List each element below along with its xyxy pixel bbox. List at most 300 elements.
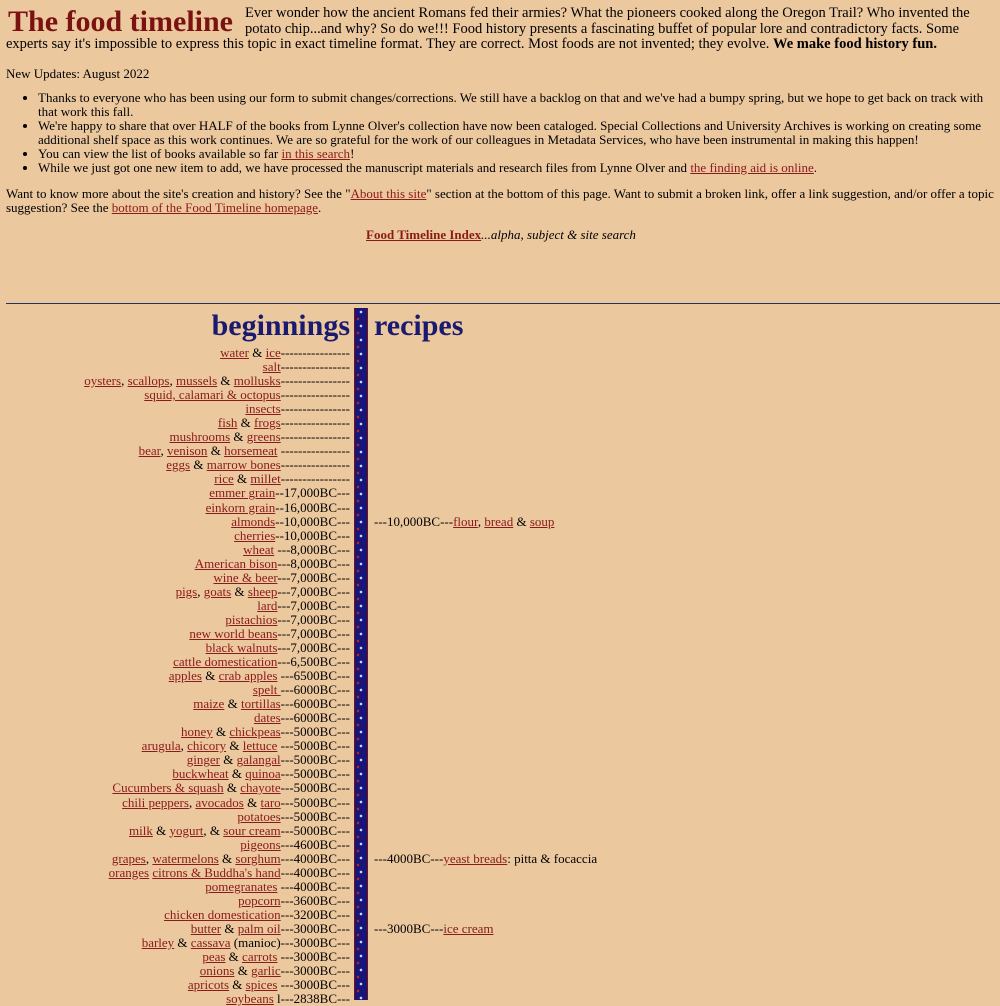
- recipe-spacer: [374, 880, 994, 894]
- food-text: ---3000BC---: [374, 920, 444, 936]
- food-text: ,: [477, 513, 485, 529]
- food-link-american-bison[interactable]: American bison: [194, 555, 278, 571]
- date-marker: ---5000BC---: [280, 780, 350, 796]
- food-link-yogurt[interactable]: yogurt: [169, 822, 204, 838]
- food-text: ,: [180, 738, 188, 754]
- food-text: &: [229, 977, 246, 993]
- food-link-quinoa[interactable]: quinoa: [245, 766, 281, 782]
- recipe-spacer: [374, 711, 994, 725]
- recipe-spacer: [374, 430, 994, 444]
- timeline-row: [0, 683, 350, 697]
- beginnings-list: [0, 346, 350, 1006]
- date-marker: ---7,000BC---: [277, 569, 350, 585]
- timeline-row: [0, 908, 350, 922]
- food-link-lard[interactable]: lard: [257, 597, 278, 613]
- food-link-chayote[interactable]: chayote: [240, 780, 281, 796]
- food-link-barley[interactable]: barley: [141, 934, 175, 950]
- date-marker: ---5000BC---: [280, 822, 350, 838]
- food-link-pistachios[interactable]: pistachios: [225, 611, 278, 627]
- food-text: &: [201, 668, 219, 684]
- recipe-spacer: [374, 360, 994, 374]
- timeline-row: [0, 739, 350, 753]
- timeline-row: [0, 753, 350, 767]
- update-text: While we just got one new item to add, we have processed the manuscript materials and research files from Lynne Olver and: [38, 159, 691, 175]
- food-link-taro[interactable]: taro: [260, 794, 281, 810]
- food-link-venison[interactable]: venison: [166, 443, 208, 459]
- food-text: ,: [197, 583, 204, 599]
- date-marker: ---5000BC---: [280, 808, 350, 824]
- recipe-spacer: [374, 402, 994, 416]
- date-marker: ---4000BC---: [280, 864, 350, 880]
- recipe-spacer: [374, 571, 994, 585]
- timeline-row: [0, 613, 350, 627]
- recipe-spacer: [374, 992, 994, 1006]
- food-link-mussels[interactable]: mussels: [175, 373, 218, 389]
- date-marker: ---7,000BC---: [277, 611, 350, 627]
- update-text-end: .: [813, 159, 818, 175]
- timeline-row: [0, 936, 350, 950]
- food-link-crab-apples[interactable]: crab apples: [218, 668, 278, 684]
- recipe-spacer: [374, 810, 994, 824]
- date-marker: ---7,000BC---: [277, 583, 350, 599]
- food-link-horsemeat[interactable]: horsemeat: [224, 443, 278, 459]
- food-link-flour[interactable]: flour: [453, 513, 478, 529]
- recipe-row: [374, 852, 994, 866]
- timeline-row: [0, 922, 350, 936]
- date-marker: ---6500BC---: [277, 668, 350, 684]
- update-item: [38, 119, 996, 147]
- food-link-fish[interactable]: fish: [217, 415, 238, 431]
- timeline-row: [0, 992, 350, 1006]
- recipes-column: [374, 308, 994, 1006]
- food-link-popcorn[interactable]: popcorn: [238, 892, 281, 908]
- intro-paragraph: [6, 6, 996, 53]
- recipe-spacer: [374, 894, 994, 908]
- timeline-row: [0, 430, 350, 444]
- index-suffix: ...alpha, subject & site search: [481, 226, 636, 242]
- food-link-almonds[interactable]: almonds: [231, 513, 276, 529]
- update-text-end: !: [350, 145, 355, 161]
- date-marker: ----------------: [280, 373, 350, 389]
- recipe-spacer: [374, 458, 994, 472]
- timeline-row: [0, 599, 350, 613]
- food-text: ,: [121, 373, 128, 389]
- timeline-row: [0, 444, 350, 458]
- food-link-bear[interactable]: bear: [138, 443, 161, 459]
- books-search-link[interactable]: in this search: [281, 145, 351, 161]
- food-text: ---4000BC---: [374, 850, 444, 866]
- recipe-spacer: [374, 374, 994, 388]
- timeline-row: [0, 543, 350, 557]
- food-link-citrons-buddha-s-hand[interactable]: citrons & Buddha's hand: [152, 864, 281, 880]
- food-link-mollusks[interactable]: mollusks: [233, 373, 281, 389]
- timeline-row: [0, 486, 350, 500]
- food-link-garlic[interactable]: garlic: [251, 963, 281, 979]
- date-marker: ---4600BC---: [280, 836, 350, 852]
- date-marker: ----------------: [280, 457, 350, 473]
- timeline-row: [0, 402, 350, 416]
- date-marker: ----------------: [277, 443, 350, 459]
- food-link-bread[interactable]: bread: [484, 513, 514, 529]
- finding-aid-link[interactable]: the finding aid is online: [690, 159, 814, 175]
- recipes-heading: recipes: [374, 309, 464, 342]
- date-marker: ---3000BC---: [280, 963, 350, 979]
- date-marker: ---5000BC---: [277, 738, 350, 754]
- index-line: [6, 228, 996, 242]
- food-text: &: [231, 583, 248, 599]
- food-link-chicken-domestication[interactable]: chicken domestication: [164, 906, 281, 922]
- date-marker: ---6,500BC---: [277, 654, 350, 670]
- food-link-mushrooms[interactable]: mushrooms: [169, 429, 231, 445]
- food-text: ,: [145, 850, 153, 866]
- food-link-emmer-grain[interactable]: emmer grain: [209, 485, 276, 501]
- food-text: &: [226, 738, 243, 754]
- food-text: : pitta & focaccia: [507, 850, 598, 866]
- food-link-dates[interactable]: dates: [253, 710, 281, 726]
- food-link-buckwheat[interactable]: buckwheat: [172, 766, 229, 782]
- beginnings-heading: beginnings: [211, 309, 350, 342]
- food-link-apricots[interactable]: apricots: [187, 977, 230, 993]
- intro-section: [6, 0, 996, 242]
- food-link-wine-beer[interactable]: wine & beer: [213, 569, 278, 585]
- recipe-spacer: [374, 627, 994, 641]
- timeline-row: [0, 767, 350, 781]
- food-link-carrots[interactable]: carrots: [242, 949, 278, 965]
- food-text: &: [228, 766, 246, 782]
- update-item: [38, 161, 996, 175]
- timeline-row: [0, 374, 350, 388]
- recipe-spacer: [374, 641, 994, 655]
- recipe-spacer: [374, 767, 994, 781]
- date-marker: --10,000BC---: [275, 513, 350, 529]
- food-link-frogs[interactable]: frogs: [254, 415, 281, 431]
- food-link-black-walnuts[interactable]: black walnuts: [205, 639, 278, 655]
- date-marker: ---5000BC---: [280, 724, 350, 740]
- recipe-spacer: [374, 978, 994, 992]
- recipe-spacer: [374, 866, 994, 880]
- food-link-einkorn-grain[interactable]: einkorn grain: [205, 499, 276, 515]
- food-text: &: [513, 513, 530, 529]
- date-marker: ---3000BC---: [277, 949, 350, 965]
- timeline-row: [0, 515, 350, 529]
- food-text: &: [237, 415, 255, 431]
- food-text: ,: [169, 373, 176, 389]
- food-text: &: [234, 963, 252, 979]
- date-marker: ---3200BC---: [280, 906, 350, 922]
- date-marker: ---6000BC---: [280, 696, 350, 712]
- timeline-row: [0, 781, 350, 795]
- food-text: &: [243, 794, 261, 810]
- section-divider: [6, 303, 1000, 304]
- date-marker: --17,000BC---: [275, 485, 350, 501]
- date-marker: ---8,000BC---: [277, 555, 350, 571]
- food-text: l: [273, 991, 281, 1006]
- food-text: &: [225, 949, 243, 965]
- food-link-arugula[interactable]: arugula: [141, 738, 181, 754]
- date-marker: ---4000BC---: [277, 878, 350, 894]
- food-link-millet[interactable]: millet: [250, 471, 281, 487]
- page-title: The food timeline: [8, 5, 233, 38]
- update-text: You can view the list of books available so far: [38, 145, 282, 161]
- more-info-text: Want to know more about the site's creation and history? See the ": [6, 185, 351, 201]
- recipe-spacer: [374, 725, 994, 739]
- food-link-ice[interactable]: ice: [265, 345, 281, 360]
- food-link-cattle-domestication[interactable]: cattle domestication: [173, 654, 278, 670]
- recipe-spacer: [374, 557, 994, 571]
- food-text: &: [174, 934, 191, 950]
- recipe-spacer: [374, 599, 994, 613]
- food-link-sheep[interactable]: sheep: [247, 583, 278, 599]
- food-text: &: [224, 696, 241, 712]
- timeline-row: [0, 627, 350, 641]
- timeline-center-band: [354, 308, 368, 1000]
- food-link-pomegranates[interactable]: pomegranates: [205, 878, 278, 894]
- food-text: &: [248, 345, 266, 360]
- food-link-palm-oil[interactable]: palm oil: [237, 920, 281, 936]
- recipe-spacer: [374, 655, 994, 669]
- recipe-spacer: [374, 388, 994, 402]
- recipe-spacer: [374, 529, 994, 543]
- recipe-spacer: [374, 824, 994, 838]
- food-link-chicory[interactable]: chicory: [187, 738, 227, 754]
- food-text: ,: [160, 443, 167, 459]
- food-link-salt[interactable]: salt: [262, 359, 281, 375]
- timeline-row: [0, 866, 350, 880]
- date-marker: ---2838BC---: [280, 991, 350, 1006]
- more-info-text: " section at the bottom of this page. Want to submit a broken link, offer a link suggestion, and/or offer a topic suggestion? See the: [6, 185, 994, 215]
- food-link-apples[interactable]: apples: [168, 668, 202, 684]
- timeline-row: [0, 388, 350, 402]
- recipe-spacer: [374, 346, 994, 360]
- food-link-new-world-beans[interactable]: new world beans: [189, 625, 278, 641]
- date-marker: ---3600BC---: [280, 892, 350, 908]
- food-link-chili-peppers[interactable]: chili peppers: [122, 794, 189, 810]
- timeline-row: [0, 346, 350, 360]
- date-marker: ---6000BC---: [280, 710, 350, 726]
- food-text: &: [207, 443, 225, 459]
- food-link-insects[interactable]: insects: [245, 401, 281, 417]
- food-link-wheat[interactable]: wheat: [243, 541, 275, 557]
- food-link-greens[interactable]: greens: [246, 429, 281, 445]
- food-text: &: [230, 429, 247, 445]
- date-marker: ----------------: [280, 359, 350, 375]
- timeline-row: [0, 880, 350, 894]
- intro-text: Ever wonder how the ancient Romans fed their armies? What the pioneers cooked along the Oregon Trail? Who invented the potato chip...and why? So do we!!! Food history presents a fascinating buffet of popular lore and contradictory facts. Some experts say it's impossible to express this topic in exact timeline format. They are correct. Most foods are not invented; they evolve.: [6, 5, 970, 52]
- food-text: &: [212, 724, 230, 740]
- food-link-oysters[interactable]: oysters: [84, 373, 122, 389]
- recipe-spacer: [374, 683, 994, 697]
- date-marker: ---8,000BC---: [274, 541, 350, 557]
- food-link-squid-calamari-octopus[interactable]: squid, calamari & octopus: [144, 387, 281, 403]
- timeline-row: [0, 950, 350, 964]
- recipe-spacer: [374, 585, 994, 599]
- food-link-pigs[interactable]: pigs: [175, 583, 198, 599]
- date-marker: ---3000BC---: [280, 920, 350, 936]
- date-marker: ---3000BC---: [280, 934, 350, 950]
- update-text: We're happy to share that over HALF of the books from Lynne Olver's collection have now been cataloged. Special Collections and University Archives is working on creating some additional shelf space as this work continues. We are so grateful for the work of our colleagues in Metadata Services, who have been instrumental in making this happen!: [38, 117, 982, 147]
- timeline-row: [0, 964, 350, 978]
- date-marker: ----------------: [280, 387, 350, 403]
- food-link-spelt[interactable]: spelt: [252, 682, 281, 698]
- timeline-row: [0, 585, 350, 599]
- food-link-galangal[interactable]: galangal: [236, 752, 281, 768]
- date-marker: --10,000BC---: [275, 527, 350, 543]
- more-info-paragraph: [6, 187, 996, 215]
- recipe-spacer: [374, 697, 994, 711]
- food-link-spices[interactable]: spices: [245, 977, 278, 993]
- food-text: &: [223, 780, 241, 796]
- recipe-spacer: [374, 416, 994, 430]
- intro-emphasis: We make food history fun.: [773, 36, 937, 52]
- food-link-scallops[interactable]: scallops: [127, 373, 170, 389]
- date-marker: ---5000BC---: [280, 794, 350, 810]
- timeline-row: [0, 529, 350, 543]
- timeline-row: [0, 571, 350, 585]
- date-marker: ---3000BC---: [277, 977, 350, 993]
- food-link-rice[interactable]: rice: [214, 471, 234, 487]
- food-link-potatoes[interactable]: potatoes: [237, 808, 281, 824]
- food-link-cucumbers-squash[interactable]: Cucumbers & squash: [112, 780, 224, 796]
- recipe-spacer: [374, 781, 994, 795]
- updates-list: [6, 91, 996, 175]
- timeline-row: [0, 641, 350, 655]
- update-text: Thanks to everyone who has been using our form to submit changes/corrections. We still have a backlog on that and we've had a bumpy spring, but we hope to get back on track with that work this fall.: [38, 89, 984, 119]
- recipe-spacer: [374, 486, 994, 500]
- food-link-goats[interactable]: goats: [203, 583, 232, 599]
- recipe-row: [374, 922, 994, 936]
- update-item: [38, 91, 996, 119]
- food-link-cassava[interactable]: cassava: [190, 934, 231, 950]
- food-link-watermelons[interactable]: watermelons: [152, 850, 219, 866]
- food-link-ice-cream[interactable]: ice cream: [443, 920, 494, 936]
- timeline-row: [0, 501, 350, 515]
- date-marker: ----------------: [280, 471, 350, 487]
- food-link-water[interactable]: water: [220, 345, 249, 360]
- recipe-spacer: [374, 739, 994, 753]
- food-text: ---10,000BC---: [374, 513, 454, 529]
- update-item: [38, 147, 996, 161]
- more-info-text: .: [317, 199, 322, 215]
- recipe-spacer: [374, 753, 994, 767]
- timeline-row: [0, 978, 350, 992]
- recipe-spacer: [374, 838, 994, 852]
- date-marker: ---5000BC---: [280, 766, 350, 782]
- date-marker: ----------------: [280, 401, 350, 417]
- food-text: ,: [188, 794, 196, 810]
- date-marker: ---7,000BC---: [277, 625, 350, 641]
- beginnings-column: [0, 308, 350, 1006]
- timeline-row: [0, 458, 350, 472]
- food-link-honey[interactable]: honey: [181, 724, 213, 740]
- timeline-row: [0, 852, 350, 866]
- food-link-ginger[interactable]: ginger: [186, 752, 220, 768]
- recipe-spacer: [374, 444, 994, 458]
- food-link-milk[interactable]: milk: [128, 822, 153, 838]
- date-marker: --16,000BC---: [275, 499, 350, 515]
- food-text: &: [220, 752, 237, 768]
- date-marker: ---4000BC---: [280, 850, 350, 866]
- timeline-row: [0, 655, 350, 669]
- recipe-row: [374, 515, 994, 529]
- food-text: &: [221, 920, 238, 936]
- date-marker: ----------------: [280, 429, 350, 445]
- recipe-spacer: [374, 964, 994, 978]
- timeline-row: [0, 472, 350, 486]
- date-marker: ----------------: [280, 345, 350, 360]
- date-marker: ---5000BC---: [280, 752, 350, 768]
- food-link-marrow-bones[interactable]: marrow bones: [206, 457, 281, 473]
- recipe-spacer: [374, 613, 994, 627]
- food-link-soybeans[interactable]: soybeans: [226, 991, 274, 1006]
- food-text: , &: [203, 822, 224, 838]
- timeline-row: [0, 894, 350, 908]
- food-timeline-index-link[interactable]: Food Timeline Index: [366, 226, 482, 242]
- timeline-row: [0, 416, 350, 430]
- recipe-spacer: [374, 543, 994, 557]
- food-link-yeast-breads[interactable]: yeast breads: [443, 850, 508, 866]
- date-marker: ---6000BC---: [280, 682, 350, 698]
- recipe-spacer: [374, 472, 994, 486]
- recipe-spacer: [374, 908, 994, 922]
- food-link-eggs[interactable]: eggs: [166, 457, 191, 473]
- recipe-spacer: [374, 796, 994, 810]
- food-link-sorghum[interactable]: sorghum: [235, 850, 281, 866]
- timeline-row: [0, 824, 350, 838]
- recipe-spacer: [374, 669, 994, 683]
- timeline-row: [0, 725, 350, 739]
- homepage-bottom-link[interactable]: bottom of the Food Timeline homepage: [111, 199, 318, 215]
- timeline-row: [0, 360, 350, 374]
- food-link-chickpeas[interactable]: chickpeas: [229, 724, 281, 740]
- recipe-spacer: [374, 936, 994, 950]
- food-link-peas[interactable]: peas: [202, 949, 226, 965]
- food-link-tortillas[interactable]: tortillas: [240, 696, 281, 712]
- food-text: &: [217, 373, 234, 389]
- food-text: (manioc): [230, 934, 281, 950]
- food-link-maize[interactable]: maize: [193, 696, 225, 712]
- food-link-onions[interactable]: onions: [199, 963, 235, 979]
- timeline-row: [0, 810, 350, 824]
- recipes-list: [374, 346, 994, 1006]
- timeline-row: [0, 557, 350, 571]
- food-link-grapes[interactable]: grapes: [111, 850, 146, 866]
- food-link-butter[interactable]: butter: [190, 920, 222, 936]
- date-marker: ---7,000BC---: [277, 597, 350, 613]
- date-marker: ----------------: [280, 415, 350, 431]
- food-link-oranges[interactable]: oranges: [108, 864, 150, 880]
- timeline-row: [0, 796, 350, 810]
- recipe-spacer: [374, 950, 994, 964]
- timeline-row: [0, 711, 350, 725]
- food-link-lettuce[interactable]: lettuce: [242, 738, 278, 754]
- food-link-soup[interactable]: soup: [529, 513, 555, 529]
- food-link-sour-cream[interactable]: sour cream: [223, 822, 281, 838]
- timeline-row: [0, 838, 350, 852]
- timeline-row: [0, 669, 350, 683]
- updates-heading: New Updates: August 2022: [6, 65, 150, 81]
- date-marker: ---7,000BC---: [277, 639, 350, 655]
- food-text: &: [218, 850, 236, 866]
- recipe-spacer: [374, 501, 994, 515]
- food-link-pigeons[interactable]: pigeons: [240, 836, 281, 852]
- food-text: &: [152, 822, 170, 838]
- food-text: &: [233, 471, 251, 487]
- about-site-link[interactable]: About this site: [350, 185, 427, 201]
- food-text: &: [190, 457, 207, 473]
- food-link-cherries[interactable]: cherries: [234, 527, 276, 543]
- timeline-row: [0, 697, 350, 711]
- food-link-avocados[interactable]: avocados: [195, 794, 244, 810]
